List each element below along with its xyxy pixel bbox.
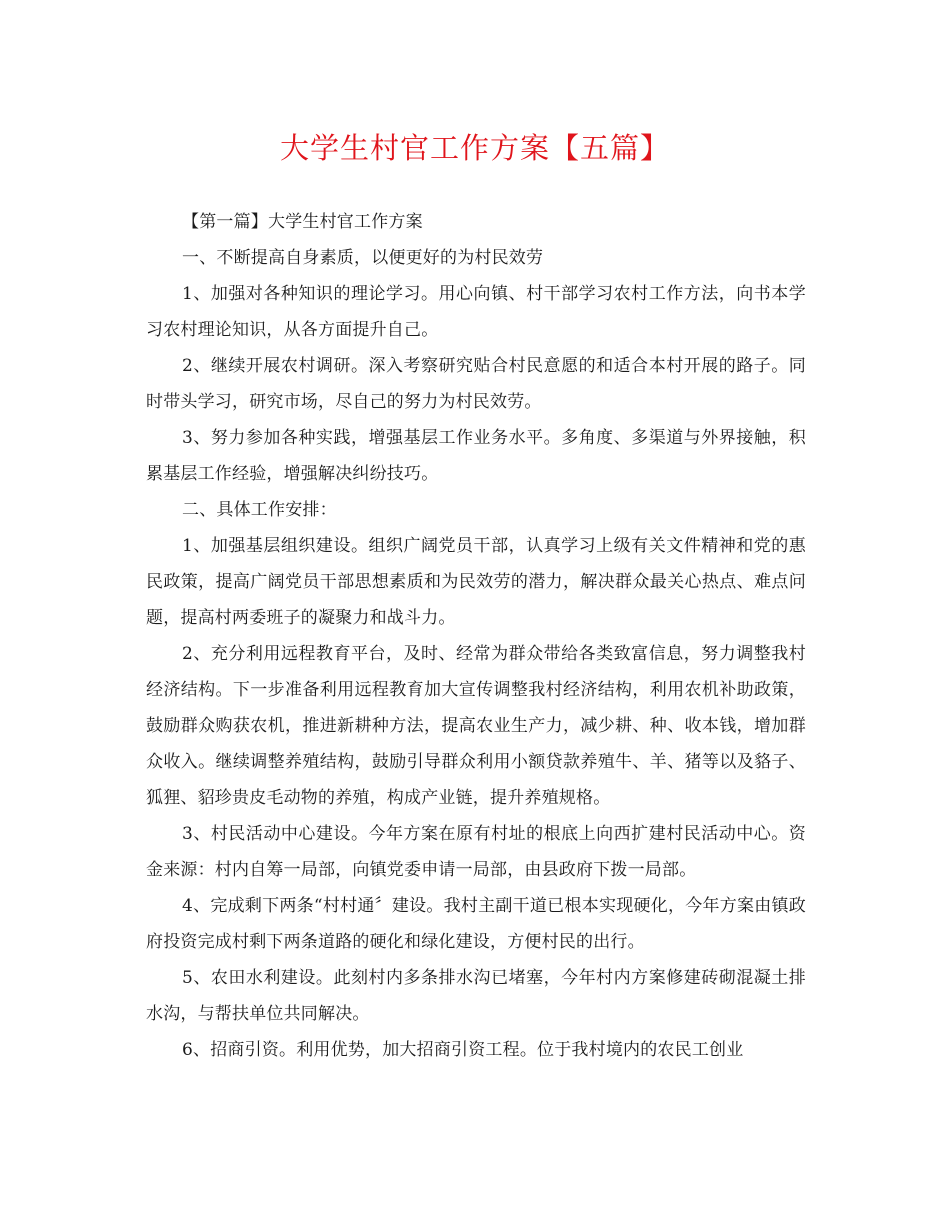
paragraph: 2、充分利用远程教育平台，及时、经常为群众带给各类致富信息，努力调整我村经济结构。下一步准备利用远程教育加大宣传调整我村经济结构，利用农机补助政策，鼓励群众购获农机，推进新耕种方法，提高农业生产力，减少耕、种、收本钱，增加群众收入。继续调整养殖结构，鼓励引导群众利用小额贷款养殖牛、羊、猪等以及貉子、狐狸、貂珍贵皮毛动物的养殖，构成产业链，提升养殖规格。 [146,644,806,808]
paragraph: 3、村民活动中心建设。今年方案在原有村址的根底上向西扩建村民活动中心。资金来源：村内自筹一局部，向镇党委申请一局部，由县政府下拨一局部。 [146,824,806,880]
paragraph: 6、招商引资。利用优势，加大招商引资工程。位于我村境内的农民工创业 [182,1040,744,1060]
paragraph: 1、加强对各种知识的理论学习。用心向镇、村干部学习农村工作方法，向书本学习农村理论知识，从各方面提升自己。 [146,284,806,340]
subsection-heading: 一、不断提高自身素质，以便更好的为村民效劳 [182,248,544,268]
subsection-heading: 二、具体工作安排： [182,500,337,520]
document-title: 大学生村官工作方案【五篇】 [279,131,670,165]
paragraph: 2、继续开展农村调研。深入考察研究贴合村民意愿的和适合本村开展的路子。同时带头学习，研究市场，尽自己的努力为村民效劳。 [146,356,806,412]
paragraph: 4、完成剩下两条“村村通〞建设。我村主副干道已根本实现硬化，今年方案由镇政府投资完成村剩下两条道路的硬化和绿化建设，方便村民的出行。 [146,896,806,952]
paragraph: 3、努力参加各种实践，增强基层工作业务水平。多角度、多渠道与外界接触，积累基层工作经验，增强解决纠纷技巧。 [146,428,806,484]
paragraph: 1、加强基层组织建设。组织广阔党员干部，认真学习上级有关文件精神和党的惠民政策，提高广阔党员干部思想素质和为民效劳的潜力，解决群众最关心热点、难点问题，提高村两委班子的凝聚力和战斗力。 [146,536,806,628]
section-heading: 【第一篇】大学生村官工作方案 [182,212,423,232]
paragraph: 5、农田水利建设。此刻村内多条排水沟已堵塞，今年村内方案修建砖砌混凝土排水沟，与帮扶单位共同解决。 [146,968,806,1024]
document-body [146,204,806,1068]
